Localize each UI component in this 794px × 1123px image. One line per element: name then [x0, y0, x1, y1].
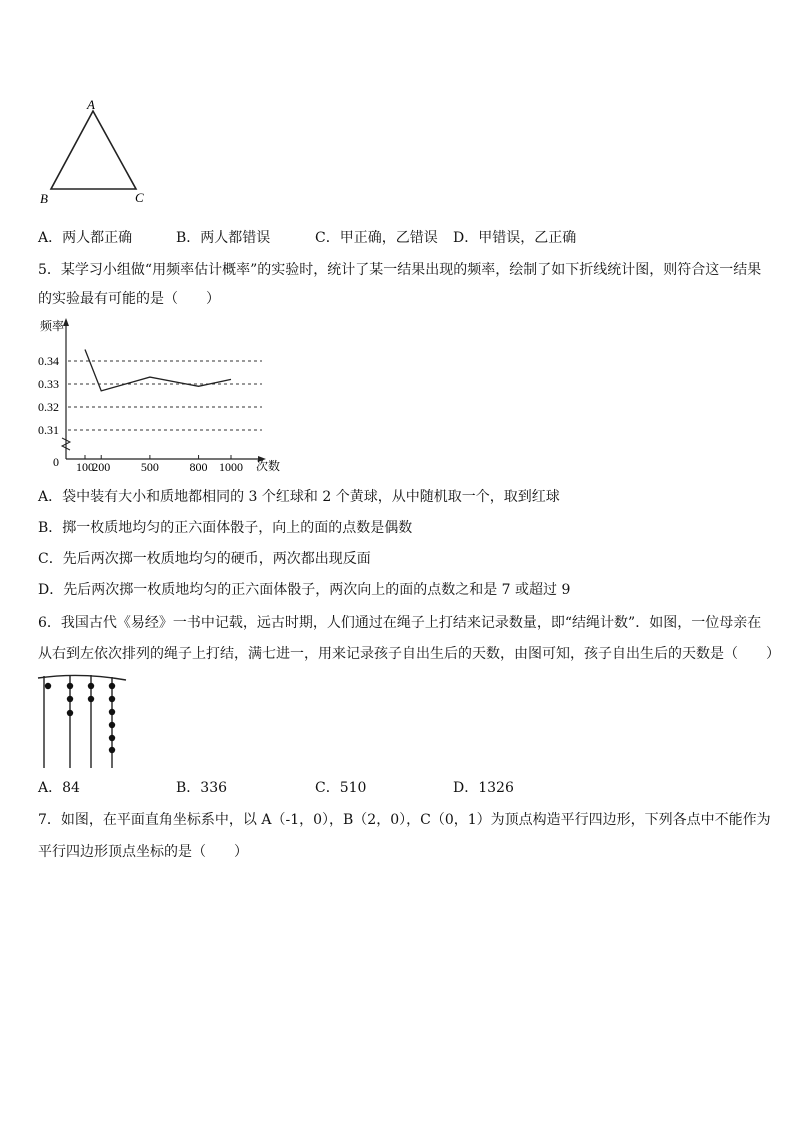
y-tick-label: 0.33 — [38, 377, 59, 391]
rope-top-bar — [38, 675, 126, 680]
q5-option-b: B．掷一枚质地均匀的正六面体骰子，向上的面的点数是偶数 — [38, 520, 413, 536]
frequency-series-line — [85, 350, 231, 391]
origin-label: 0 — [53, 455, 59, 469]
knotted-ropes-figure — [36, 672, 128, 770]
x-tick-label: 200 — [92, 460, 111, 474]
rope-knot — [67, 710, 73, 716]
x-tick-label: 1000 — [219, 460, 243, 474]
triangle-abc — [51, 111, 136, 189]
vertex-a-label: A — [87, 97, 95, 112]
rope-knot — [88, 683, 94, 689]
rope-knot — [109, 696, 115, 702]
rope-knot — [109, 735, 115, 741]
q5-option-c: C．先后两次掷一枚质地均匀的硬币，两次都出现反面 — [38, 551, 371, 567]
y-tick-label: 0.31 — [38, 423, 59, 437]
rope-knot — [45, 683, 51, 689]
q7-stem-line2: 平行四边形顶点坐标的是（ ） — [38, 844, 248, 860]
rope-knot — [109, 747, 115, 753]
rope-knot — [67, 683, 73, 689]
rope-knot — [109, 722, 115, 728]
vertex-b-label: B — [40, 191, 48, 206]
rope-knot — [88, 696, 94, 702]
rope-knot — [109, 683, 115, 689]
q5-option-a: A．袋中装有大小和质地都相同的 3 个红球和 2 个黄球，从中随机取一个，取到红球 — [38, 489, 560, 505]
frequency-line-chart — [34, 316, 294, 476]
vertex-c-label: C — [135, 190, 144, 205]
x-tick-label: 800 — [189, 460, 208, 474]
q5-stem-line1: 5．某学习小组做“用频率估计概率”的实验时，统计了某一结果出现的频率，绘制了如下折线统计图，则符合这一结果 — [38, 262, 762, 278]
q6-option-a: A．84 — [38, 780, 80, 796]
triangle-figure — [36, 96, 156, 208]
rope-knot — [67, 696, 73, 702]
y-axis-label: 频率 — [40, 319, 65, 333]
q6-option-c: C．510 — [315, 780, 367, 796]
q7-stem-line1: 7．如图，在平面直角坐标系中，以 A（-1，0），B（2，0），C（0，1）为顶点构造平行四边形，下列各点中不能作为 — [38, 812, 771, 828]
axis-break-mark — [62, 438, 70, 450]
rope-knot — [109, 709, 115, 715]
q4-option-a: A．两人都正确 — [38, 230, 133, 246]
x-axis-label: 次数 — [256, 459, 281, 473]
q4-option-c: C．甲正确，乙错误 — [315, 230, 438, 246]
q6-stem-line1: 6．我国古代《易经》一书中记载，远古时期，人们通过在绳子上打结来记录数量，即“结绳计数”．如图，一位母亲在 — [38, 615, 762, 631]
q5-option-d: D．先后两次掷一枚质地均匀的正六面体骰子，两次向上的面的点数之和是 7 或超过 9 — [38, 582, 571, 598]
q5-stem-line2: 的实验最有可能的是（ ） — [38, 291, 220, 307]
q4-option-d: D．甲错误，乙正确 — [453, 230, 577, 246]
q6-option-d: D．1326 — [453, 780, 514, 796]
x-tick-label: 500 — [140, 460, 159, 474]
x-tick-label: 100 — [76, 460, 94, 474]
y-tick-label: 0.32 — [38, 400, 59, 414]
y-tick-label: 0.34 — [38, 354, 59, 368]
q6-stem-line2: 从右到左依次排列的绳子上打结，满七进一，用来记录孩子自出生后的天数，由图可知，孩子自出生后的天数是（ ） — [38, 646, 780, 662]
q4-option-b: B．两人都错误 — [176, 230, 271, 246]
q6-option-b: B．336 — [176, 780, 228, 796]
